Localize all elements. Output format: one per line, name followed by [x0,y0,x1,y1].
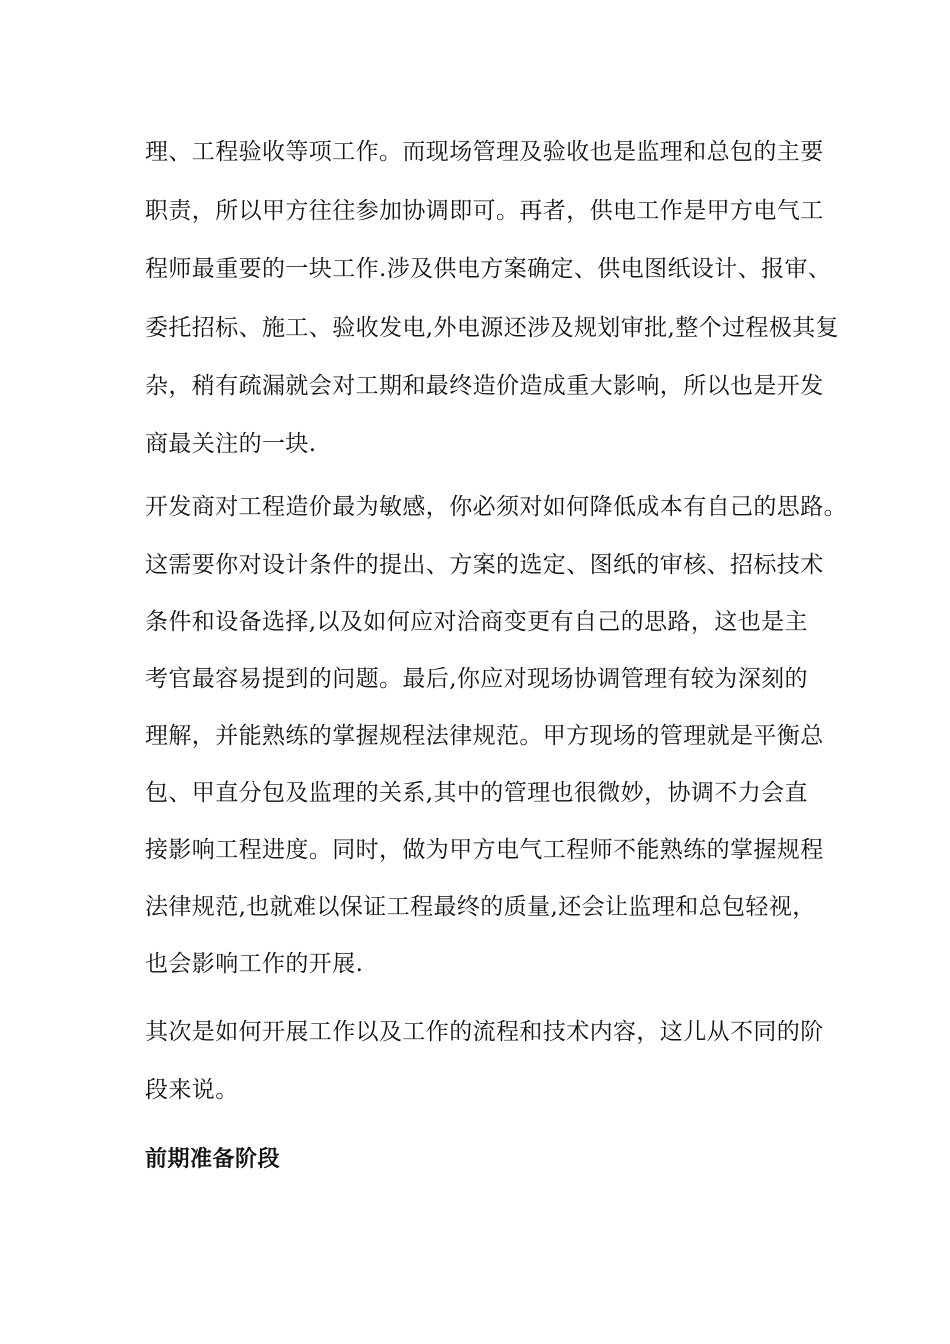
text-line: 条件和设备选择,以及如何应对洽商变更有自己的思路，这也是主 [145,609,808,635]
text-line: 理解，并能熟练的掌握规程法律规范。甲方现场的管理就是平衡总 [145,723,824,749]
text-line: 也会影响工作的开展. [145,951,364,977]
text-line: 杂，稍有疏漏就会对工期和最终造价造成重大影响，所以也是开发 [145,373,824,399]
text-line: 接影响工程进度。同时，做为甲方电气工程师不能熟练的掌握规程 [145,837,824,863]
text-line: 其次是如何开展工作以及工作的流程和技术内容，这儿从不同的阶 [145,1019,824,1045]
text-line: 包、甲直分包及监理的关系,其中的管理也很微妙，协调不力会直 [145,780,808,806]
text-line: 法律规范,也就难以保证工程最终的质量,还会让监理和总包轻视， [145,894,816,920]
text-line: 考官最容易提到的问题。最后,你应对现场协调管理有较为深刻的 [145,666,808,692]
text-line: 委托招标、施工、验收发电,外电源还涉及规划审批,整个过程极其复 [145,315,840,341]
text-line: 职责，所以甲方往往参加协调即可。再者，供电工作是甲方电气工 [145,198,824,224]
text-line: 程师最重要的一块工作.涉及供电方案确定、供电图纸设计、报审、 [145,256,832,282]
text-line: 段来说。 [145,1077,239,1103]
section-heading: 前期准备阶段 [145,1147,281,1172]
text-line: 商最关注的一块. [145,431,317,457]
text-line: 开发商对工程造价最为敏感，你必须对如何降低成本有自己的思路。 [145,494,847,520]
text-line: 理、工程验收等项工作。而现场管理及验收也是监理和总包的主要 [145,139,824,165]
text-line: 这需要你对设计条件的提出、方案的选定、图纸的审核、招标技术 [145,552,824,578]
